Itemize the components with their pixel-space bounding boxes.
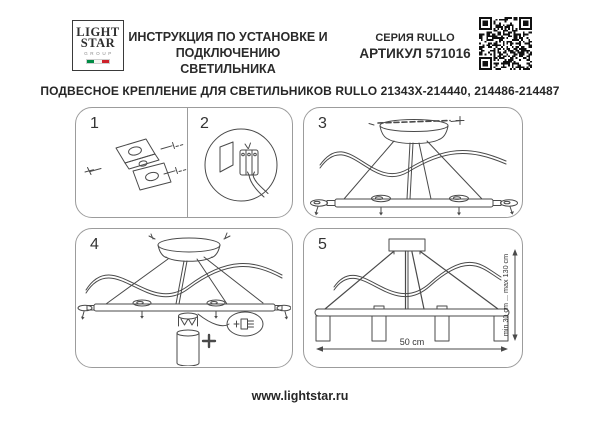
article-label: АРТИКУЛ 571016 [359,46,471,61]
series-label: СЕРИЯ RULLO [375,32,455,44]
italian-flag-icon [86,59,110,65]
logo-word-group: GROUP [84,51,114,56]
logo-word-star: STAR [80,36,116,50]
series-article-block [352,31,478,63]
logo-word-light: LIGHT [76,25,120,39]
panel-steps-1-2 [75,107,293,218]
title-line-2: ПОДКЛЮЧЕНИЮ СВЕТИЛЬНИКА [175,46,281,76]
website-url: www.lightstar.ru [251,389,349,403]
assembled-chandelier-drawing [304,229,521,366]
lightstar-logo [72,20,124,71]
height-dimension-label: min 30 cm ... max 130 cm [501,253,510,337]
step-number-5: 5 [318,236,327,253]
panel-step-5 [303,228,523,368]
wiring-detail-drawing [188,108,294,216]
canopy-suspension-drawing [304,108,521,216]
step-number-3: 3 [318,115,327,132]
bracket-mounting-drawing [76,108,188,216]
panel-step-4 [75,228,293,368]
panel-step-3 [303,107,523,218]
shade-installation-drawing [76,229,291,366]
step-number-4: 4 [90,236,99,253]
width-dimension-label: 50 cm [399,337,425,347]
step-number-2: 2 [200,115,209,132]
document-title [127,29,329,77]
qr-code-icon [479,17,532,70]
step-number-1: 1 [90,115,99,132]
title-line-1: ИНСТРУКЦИЯ ПО УСТАНОВКЕ И [128,30,328,44]
subtitle: ПОДВЕСНОЕ КРЕПЛЕНИЕ ДЛЯ СВЕТИЛЬНИКОВ RULLO 21343X-214440, 214486-214487 [40,84,560,98]
